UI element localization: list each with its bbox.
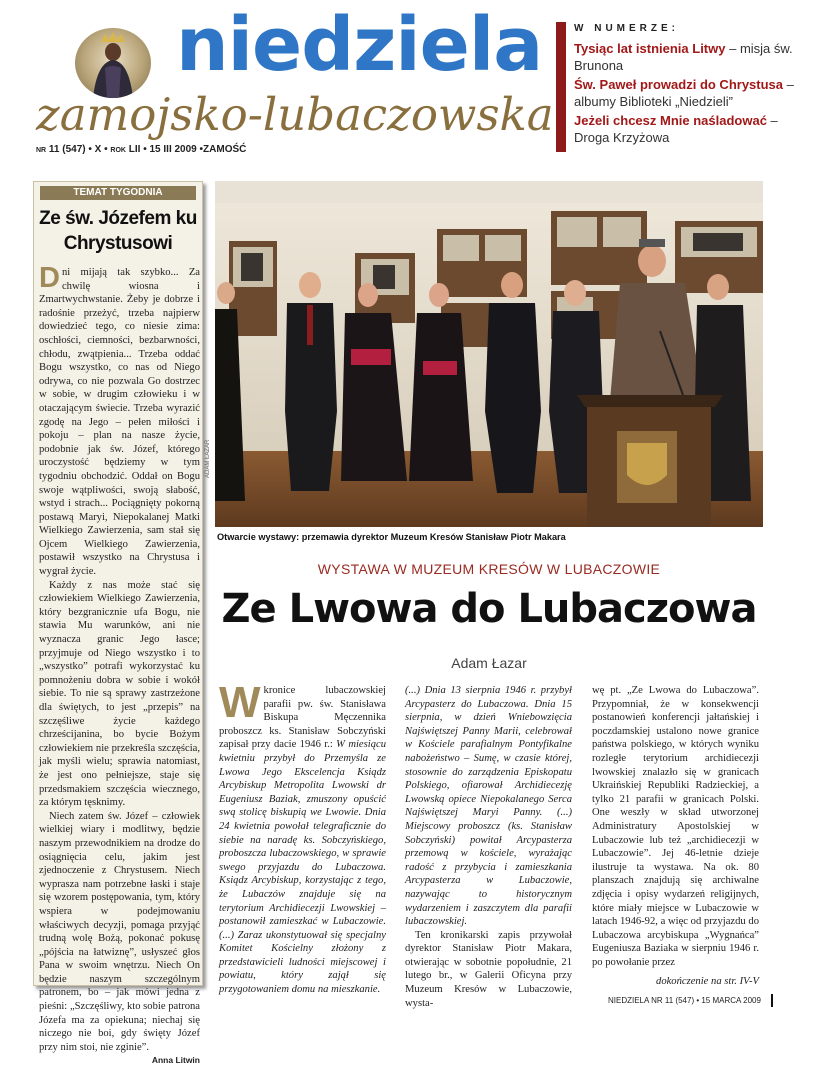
- photo-caption: Otwarcie wystawy: przemawia dyrektor Muzeum Kresów Stanisław Piotr Makara: [217, 532, 566, 542]
- article-quote: W miesiącu kwietniu przybył do Przemyśla ze Lwowa Jego Ekscelencja Ksiądz Arcybiskup Metropolita Lwowski dr Eugeniusz Baziak, zmuszony opuścić swą stolicę biskupią we Lwowie. Dnia 24 kwietnia powołał telegraficznie do siebie na naradę ks. Sobczyńskiego, proboszcza lubaczowskiego, w sprawie swego przyjazdu do Lubaczowa. Ksiądz Arcybiskup, korzystając z tego, że Lubaczów znajduje się na terytorium Archidiecezji Lwowskiej – postanowił zamieszkać w Lubaczowie. (...) Zaraz ukonstytuował się specjalny Komitet Kościelny złożony z przedstawicieli ludności miejscowej i powiatu, który zajął się przygotowaniem domu na mieszkanie.: [219, 739, 386, 996]
- logo-niedziela: niedziela: [176, 2, 543, 88]
- issue-line: [36, 144, 246, 155]
- article-column-1: [219, 678, 386, 997]
- sidebar-paragraph: ni mijają tak szybko... Za chwilę wiosna i Zmartwychwstanie. Żeby je dobrze i radośnie przeżyć, trzeba najpierw dowiedzieć tego, co niesie zima: oschłości, ciemności, bezbarwności, chłodu, zwątpienia... Trzeba oddać Bogu wszystko, co nas od Niego odrywa, co nie pozwala Go dostrzec w sobie, w drugim człowieku i w otaczającym świecie. Trzeba wyrazić zgodę na Jego – pełen miłości i pokoju – plan na nasze życie, podobnie jak św. Józef, którego uroczystość będziemy w tym tygodniu obchodzić. Oddał on Bogu swoje wątpliwości, swoją słabość, wstyd i strach... Pociągnięty pokorną postawą Maryi, Niepokalanej Matki Wielkiego Zawierzenia, sam stał się Ojcem Wielkiego Zawierzenia, postawił wszystko na Chrystusa i wygrał życie.: [39, 267, 200, 578]
- inside-accent-bar: [556, 22, 566, 152]
- in-this-issue-item[interactable]: [574, 112, 794, 146]
- article-text: wę pt. „Ze Lwowa do Lubaczowa”. Przypomniał, że w konsekwencji postanowień konferencji jałtańskiej i poczdamskiej ustalono nowe granice państwa polskiego, w których wyniku rozległe terytorium archidiecezji lwowskiej znalazło się w granicach Ukraińskiej Republiki Radzieckiej, a tylko 21 parafii w granicach Polski. One weszły w skład utworzonej Administratury Apostolskiej w Lubaczowie lub też „archidiecezji w Lubaczowie”. Jej 46-letnie dzieje ilustruje ta wystawa. Na ok. 80 planszach znajdują się archiwalne zdjęcia i opisy wydarzeń religijnych, które miały miejsce w Lubaczowie w latach 1946-92, a więc od przyjazdu do Lubaczowa arcybiskupa „Wygnańca” Eugeniusza Baziaka w sierpniu 1946 r. po powołanie przez: [592, 685, 759, 968]
- sidebar-tag: TEMAT TYGODNIA: [40, 186, 196, 200]
- sidebar-signature: Anna Litwin: [151, 1055, 200, 1066]
- article-column-2: [405, 684, 572, 1010]
- issue-year: LII •: [128, 144, 147, 155]
- in-this-issue: [574, 20, 794, 148]
- article-text: kronice lubaczowskiej parafii pw. św. Stanisława Biskupa Męczennika proboszcz ks. Stanisław Sobczyński zapisał przy dacie 1946 r.:: [219, 685, 386, 751]
- issue-x: • X •: [88, 144, 108, 155]
- in-this-issue-heading: W NUMERZE:: [574, 23, 679, 34]
- sidebar-body: [39, 262, 200, 1068]
- article-author: Adam Łazar: [451, 655, 527, 671]
- sidebar-paragraph: Każdy z nas może stać się człowiekiem Wielkiego Zawierzenia, który bezgranicznie ufa Bogu, nie stawia Mu warunków, ani nie wyznacza granic Jego łasce; przyjmuje od Niego wszystko i to „wszystko” potrafi wykorzystać ku pomnożeniu dobra w sobie i wokół siebie. To nie są sprawy zastrzeżone dla świętych, to jest „przepis” na szczęśliwe życie każdego chrześcijanina, bo bycie Bożym człowiekiem nie przekreśla szczęścia, jak myśli wielu; sprawia natomiast, że jest ono pełniejsze, staje się przedsmakiem szczęścia wiecznego, za którym tęsknimy.: [39, 579, 200, 809]
- article-quote: (...) Dnia 13 sierpnia 1946 r. przybył Arcypasterz do Lubaczowa. Dnia 15 sierpnia, w dzień Wniebowzięcia Najświętszej Panny Marii, celebrował w Kościele parafialnym Pontyfikalne nabożeństwo – Sumę, w czasie której, stosownie do zarządzenia Episkopatu Polskiego, ofiarował Archidiecezję Lwowską opiece Niepokalanego Serca Najświętszej Maryi Panny. (...) Miejscowy proboszcz (ks. Stanisław Sobczyński) powitał Arcypasterza przemową w kościele, wyrażając radość z przybycia i zamieszkania Arcypasterza w Lubaczowie, nazywając to historycznym wydarzeniem i zaszczytem dla parafii lubaczowskiej.: [405, 685, 572, 928]
- page-footer: NIEDZIELA NR 11 (547) • 15 MARCA 2009: [608, 996, 761, 1005]
- item-rest: – Droga Krzyżowa: [574, 113, 778, 145]
- article-dropcap: W: [219, 678, 261, 727]
- article-kicker: WYSTAWA W MUZEUM KRESÓW W LUBACZOWIE: [317, 561, 661, 577]
- issue-city: •ZAMOŚĆ: [199, 144, 247, 155]
- article-headline: Ze Lwowa do Lubaczowa: [221, 586, 757, 632]
- sidebar-dropcap: D: [39, 262, 60, 294]
- article-column-3: [592, 684, 759, 989]
- exhibition-photo: [215, 181, 763, 527]
- article-text: Ten kronikarski zapis przywołał dyrektor Stanisław Piotr Makara, otwierając w sobotnie popołudnie, 21 lutego br., w Galerii Oficyna przy Muzeum Kresów w Lubaczowie, wysta-: [405, 929, 572, 1009]
- issue-year-label: ROK: [110, 147, 126, 154]
- item-title: Tysiąc lat istnienia Litwy: [574, 41, 726, 56]
- sidebar-title: Ze św. Józefem ku Chrystusowi: [39, 208, 197, 254]
- issue-date: 15 III 2009: [149, 144, 197, 155]
- sidebar-paragraph: Niech zatem św. Józef – człowiek wielkiej wiary i modlitwy, będzie naszym przewodnikiem na drodze do osiągnięcia celu, jakim jest zjednoczenie z Chrystusem. Niech wypraszа nam potrzebne łaski i staje się wzorem postępowania, tym, który wspiera w podejmowaniu właściwych decyzji, pomaga przyjąć trudną wolę Bożą, pokonać pokusę „pójścia na łatwiznę”, usłyszeć głos Pana w swoim wnętrzu. Niech On będzie naszym szczególnym patronem, bo – jak mówi jedna z pieśni: „Szczęśliwy, kto sobie patrona Józefa ma za opiekuna; niechaj się niczego nie boi, gdy święty Józef przy nim stoi, nie zginie”.: [39, 810, 200, 1053]
- item-title: Św. Paweł prowadzi do Chrystusa: [574, 77, 784, 92]
- in-this-issue-item[interactable]: [574, 40, 794, 74]
- item-title: Jeżeli chcesz Mnie naśladować: [574, 113, 767, 128]
- in-this-issue-item[interactable]: [574, 76, 794, 110]
- issue-nr-label: NR: [36, 147, 47, 154]
- issue-nr: 11 (547): [48, 144, 86, 155]
- photo-credit: ADAM ŁAZAR: [205, 439, 211, 478]
- topic-of-week-sidebar: [33, 181, 203, 1066]
- page-number-marker: [771, 994, 773, 1007]
- item-rest: – misja św. Brunona: [574, 41, 793, 73]
- item-rest: – albumy Biblioteki „Niedzieli”: [574, 77, 794, 109]
- logo-edition: zamojsko-lubaczowska: [36, 88, 554, 141]
- continued-note[interactable]: dokończenie na str. IV-V: [656, 976, 759, 988]
